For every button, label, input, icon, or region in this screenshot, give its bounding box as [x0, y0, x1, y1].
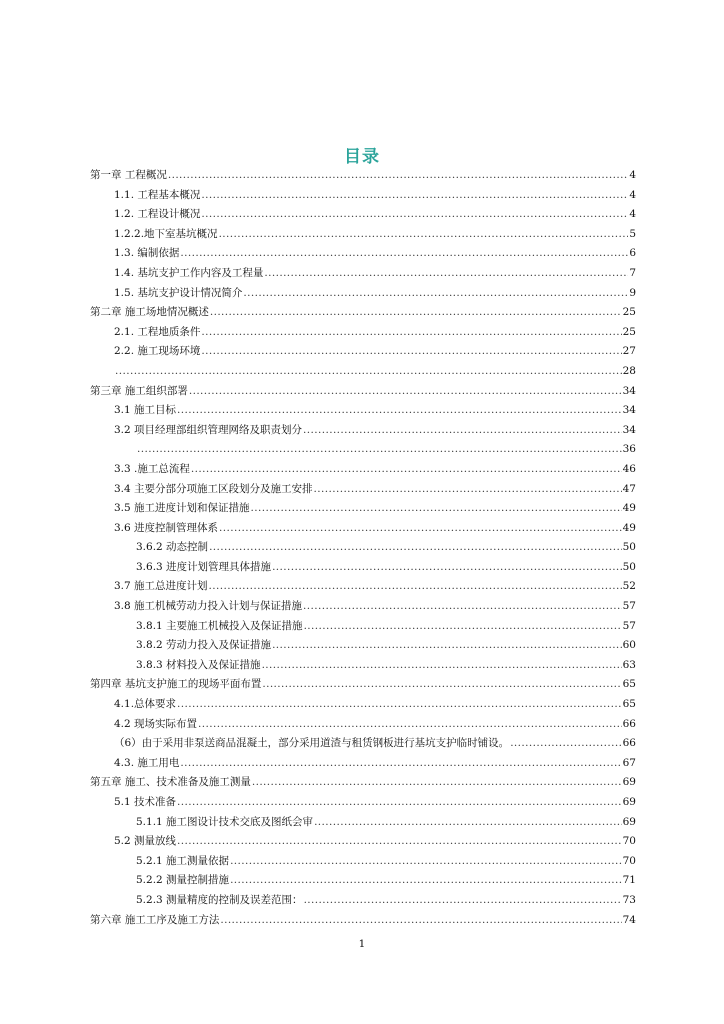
toc-dot-leader — [168, 166, 628, 186]
toc-entry[interactable] — [90, 401, 638, 421]
toc-dot-leader — [219, 519, 622, 539]
toc-entry[interactable] — [90, 715, 638, 735]
toc-dot-leader — [189, 382, 622, 402]
toc-entry-text: 3.6 进度控制管理体系 — [114, 521, 219, 534]
toc-entry[interactable] — [90, 166, 638, 186]
toc-entry-page: 36 — [622, 443, 636, 456]
toc-entry[interactable] — [90, 538, 638, 558]
toc-entry-page: 66 — [622, 717, 636, 730]
toc-entry-text: 3.8 施工机械劳动力投入计划与保证措施 — [114, 600, 303, 613]
toc-dot-leader — [177, 695, 622, 715]
table-of-contents — [90, 166, 638, 930]
toc-entry[interactable] — [90, 205, 638, 225]
toc-dot-leader — [304, 891, 622, 911]
toc-entry-text: 3.8.2 劳动力投入及保证措施 — [136, 639, 272, 652]
toc-entry-page: 57 — [622, 619, 636, 632]
toc-dot-leader — [262, 675, 621, 695]
toc-entry[interactable] — [90, 871, 638, 891]
toc-entry[interactable] — [90, 342, 638, 362]
toc-entry-text: （6）由于采用非泵送商品混凝土，部分采用道渣与租赁钢板进行基坑支护临时铺设。 — [114, 737, 510, 750]
toc-entry[interactable] — [90, 558, 638, 578]
toc-dot-leader — [180, 754, 621, 774]
toc-entry-text: 1.4. 基坑支护工作内容及工程量 — [114, 266, 264, 279]
toc-entry-page: 70 — [622, 854, 636, 867]
toc-entry[interactable] — [90, 225, 638, 245]
toc-entry-page: 4 — [629, 188, 636, 201]
toc-entry[interactable] — [90, 244, 638, 264]
toc-entry-page: 60 — [622, 639, 636, 652]
toc-entry-page: 69 — [622, 796, 636, 808]
toc-entry-text: 3.6.2 动态控制 — [136, 541, 209, 554]
toc-entry-page: 28 — [622, 364, 636, 377]
toc-entry-text: 5.2 测量放线 — [114, 835, 177, 848]
toc-dot-leader — [191, 460, 622, 480]
toc-dot-leader — [264, 264, 628, 284]
toc-entry-page: 47 — [622, 482, 636, 495]
toc-entry[interactable] — [90, 793, 638, 813]
toc-entry-text: 1.5. 基坑支护设计情况简介 — [114, 286, 243, 299]
toc-entry-page: 7 — [629, 266, 636, 279]
toc-entry-text: 4.2 现场实际布置 — [114, 717, 198, 730]
toc-dot-leader — [304, 617, 622, 637]
toc-dot-leader — [201, 323, 621, 343]
toc-title: 目录 — [344, 147, 380, 167]
toc-entry[interactable] — [90, 499, 638, 519]
toc-dot-leader — [198, 715, 622, 735]
toc-entry-page: 74 — [622, 913, 636, 926]
toc-entry-text: 3.1 施工目标 — [114, 404, 177, 417]
toc-entry-page: 4 — [629, 169, 636, 181]
toc-entry-page: 34 — [622, 423, 636, 436]
toc-entry-page: 69 — [622, 815, 636, 828]
toc-entry-text: 1.2.2.地下室基坑概况 — [114, 227, 218, 240]
toc-entry-page: 52 — [622, 580, 636, 593]
toc-entry[interactable] — [90, 832, 638, 852]
toc-entry-page: 34 — [622, 384, 636, 397]
toc-dot-leader — [272, 558, 622, 578]
toc-entry-page: 49 — [622, 521, 636, 534]
toc-entry-page: 66 — [622, 737, 636, 750]
toc-entry-page: 50 — [622, 541, 636, 554]
toc-dot-leader — [219, 225, 629, 245]
toc-entry[interactable] — [90, 303, 638, 323]
toc-entry[interactable] — [90, 597, 638, 617]
toc-entry-page: 25 — [622, 325, 636, 338]
toc-entry-text: 3.2 项目经理部组织管理网络及职责划分 — [114, 423, 303, 436]
toc-entry-text: 3.8.3 材料投入及保证措施 — [136, 658, 261, 671]
toc-entry[interactable] — [90, 911, 638, 931]
toc-dot-leader — [115, 362, 622, 382]
toc-entry[interactable] — [90, 284, 638, 304]
toc-entry-text: 第五章 施工、技术准备及施工测量 — [90, 776, 251, 789]
toc-dot-leader — [243, 284, 628, 304]
toc-entry-page: 65 — [622, 698, 636, 711]
toc-entry-page: 63 — [622, 658, 636, 671]
toc-dot-leader — [201, 205, 628, 225]
toc-entry[interactable] — [90, 617, 638, 637]
toc-entry-page: 5 — [629, 227, 636, 240]
toc-entry[interactable] — [90, 695, 638, 715]
toc-entry-page: 27 — [622, 345, 636, 358]
toc-entry-text: 1.1. 工程基本概况 — [114, 188, 201, 201]
toc-dot-leader — [230, 871, 622, 891]
toc-dot-leader — [209, 538, 622, 558]
toc-entry-text: 4.3. 施工用电 — [114, 756, 180, 769]
toc-entry-text: 第三章 施工组织部署 — [90, 384, 188, 397]
toc-dot-leader — [303, 597, 622, 617]
toc-dot-leader — [177, 832, 622, 852]
toc-entry[interactable] — [90, 656, 638, 676]
toc-entry-page: 34 — [622, 404, 636, 417]
page-number: 1 — [358, 938, 366, 950]
toc-entry-text: 3.7 施工总进度计划 — [114, 580, 208, 593]
toc-entry-text: 5.2.2 测量控制措施 — [136, 874, 230, 887]
toc-entry-text: 3.8.1 主要施工机械投入及保证措施 — [136, 619, 303, 632]
toc-entry-page: 71 — [622, 874, 636, 887]
toc-entry[interactable] — [90, 852, 638, 872]
toc-entry[interactable] — [90, 754, 638, 774]
toc-dot-leader — [209, 577, 622, 597]
toc-entry-text: 5.2.3 测量精度的控制及误差范围： — [136, 893, 303, 906]
toc-entry-text: 第一章 工程概况 — [90, 169, 167, 181]
toc-entry-text: 4.1.总体要求 — [114, 698, 177, 711]
toc-entry-text: 5.1.1 施工图设计技术交底及图纸会审 — [136, 815, 314, 828]
toc-entry-page: 50 — [622, 560, 636, 573]
toc-entry-text: 3.3 .施工总流程 — [114, 462, 190, 475]
toc-entry[interactable] — [90, 773, 638, 793]
toc-dot-leader — [201, 186, 628, 206]
toc-dot-leader — [303, 421, 622, 441]
toc-entry-page: 6 — [629, 247, 636, 260]
toc-entry[interactable] — [90, 264, 638, 284]
toc-entry[interactable] — [90, 813, 638, 833]
toc-entry-page: 65 — [622, 678, 636, 691]
toc-entry-text: 3.6.3 进度计划管理具体措施 — [136, 560, 272, 573]
toc-entry-text: 3.4 主要分部分项施工区段划分及施工安排 — [114, 482, 313, 495]
toc-entry-page: 49 — [622, 502, 636, 515]
toc-entry-page: 67 — [622, 756, 636, 769]
toc-dot-leader — [314, 480, 622, 500]
toc-entry-page: 57 — [622, 600, 636, 613]
toc-dot-leader — [201, 342, 621, 362]
toc-entry[interactable] — [90, 362, 638, 382]
toc-entry-page: 69 — [622, 776, 636, 789]
toc-entry-text: 5.1 技术准备 — [114, 796, 177, 808]
toc-entry-text: 第六章 施工工序及施工方法 — [90, 913, 220, 926]
toc-dot-leader — [180, 244, 628, 264]
toc-entry-page: 46 — [622, 462, 636, 475]
toc-entry[interactable] — [90, 891, 638, 911]
toc-dot-leader — [272, 636, 622, 656]
toc-entry[interactable] — [90, 480, 638, 500]
toc-entry[interactable] — [90, 675, 638, 695]
toc-entry-text: 1.3. 编制依据 — [114, 247, 180, 260]
toc-dot-leader — [177, 793, 622, 813]
toc-entry[interactable] — [90, 323, 638, 343]
toc-entry[interactable] — [90, 734, 638, 754]
toc-entry[interactable] — [90, 636, 638, 656]
toc-dot-leader — [220, 911, 621, 931]
toc-entry-page: 9 — [629, 286, 636, 299]
toc-entry[interactable] — [90, 421, 638, 441]
toc-entry-page: 70 — [622, 835, 636, 848]
toc-entry-text: 5.2.1 施工测量依据 — [136, 854, 230, 867]
toc-entry[interactable] — [90, 186, 638, 206]
toc-entry-text: 2.1. 工程地质条件 — [114, 325, 201, 338]
toc-entry[interactable] — [90, 440, 638, 460]
toc-dot-leader — [210, 303, 622, 323]
toc-dot-leader — [314, 813, 622, 833]
toc-dot-leader — [262, 656, 622, 676]
toc-entry[interactable] — [90, 460, 638, 480]
toc-entry-page: 25 — [622, 306, 636, 319]
toc-entry[interactable] — [90, 577, 638, 597]
toc-entry-page: 73 — [622, 893, 636, 906]
toc-dot-leader — [137, 440, 622, 460]
toc-entry-text: 第二章 施工场地情况概述 — [90, 306, 209, 319]
toc-dot-leader — [230, 852, 622, 872]
toc-dot-leader — [252, 773, 622, 793]
toc-entry-text: 3.5 施工进度计划和保证措施 — [114, 502, 250, 515]
toc-dot-leader — [510, 734, 621, 754]
toc-entry-page: 4 — [629, 208, 636, 221]
toc-entry[interactable] — [90, 382, 638, 402]
toc-entry-text: 第四章 基坑支护施工的现场平面布置 — [90, 678, 262, 691]
toc-entry[interactable] — [90, 519, 638, 539]
toc-entry-text: 1.2. 工程设计概况 — [114, 208, 201, 221]
toc-entry-text: 2.2. 施工现场环境 — [114, 345, 201, 358]
toc-dot-leader — [251, 499, 622, 519]
toc-dot-leader — [177, 401, 622, 421]
